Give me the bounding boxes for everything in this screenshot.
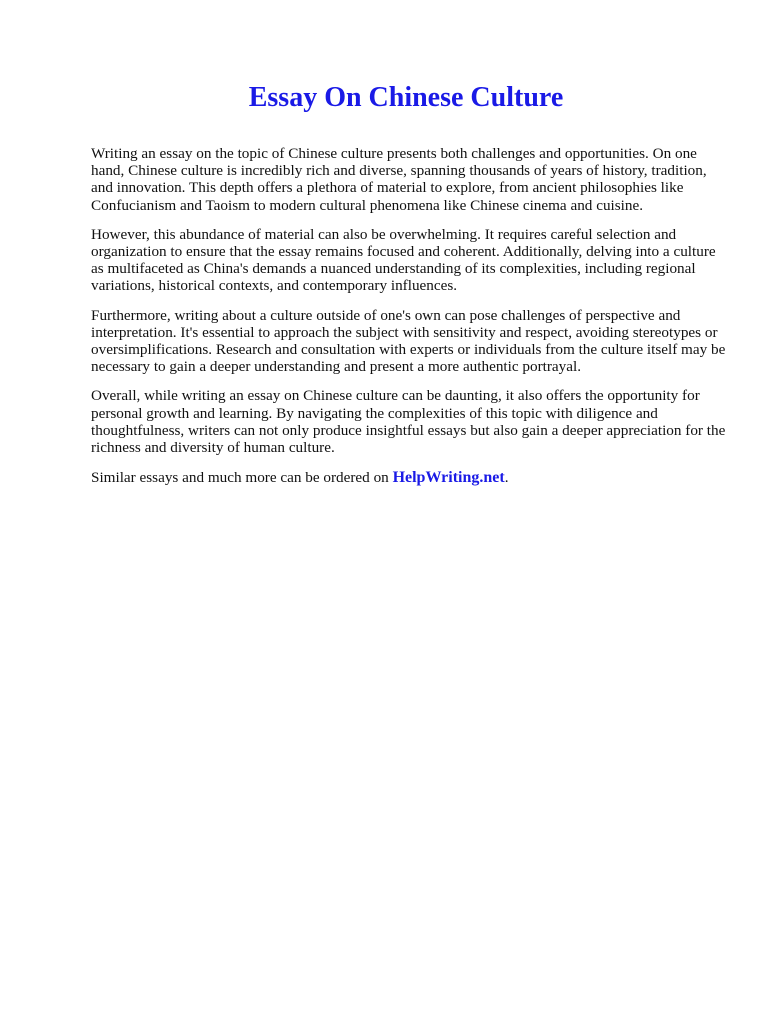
order-line-suffix: . [504,469,509,487]
order-line [91,468,731,488]
essay-body [91,145,731,488]
paragraph-3: Furthermore, writing about a culture outside of one's own can pose challenges of perspective and interpretation. It's essential to approach the subject with sensitivity and respect, avoiding stereotypes or oversimplifications. Research and consultation with experts or individuals from the culture itself may be necessary to gain a deeper understanding and present a more authentic portrayal. [91,306,726,376]
helpwriting-link[interactable]: HelpWriting.net [392,469,505,487]
paragraph-2: However, this abundance of material can also be overwhelming. It requires careful selection and organization to ensure that the essay remains focused and coherent. Additionally, delving into a culture as multifaceted as China's demands a nuanced understanding of its complexities, including regional variations, historical contexts, and contemporary influences. [91,225,716,295]
paragraph-4: Overall, while writing an essay on Chinese culture can be daunting, it also offers the opportunity for personal growth and learning. By navigating the complexities of this topic with diligence and thoughtfulness, writers can not only produce insightful essays but also gain a deeper appreciation for the richness and diversity of human culture. [91,387,726,457]
order-line-prefix: Similar essays and much more can be ordered on [91,469,393,487]
paragraph-1: Writing an essay on the topic of Chinese culture presents both challenges and opportunities. On one hand, Chinese culture is incredibly rich and diverse, spanning thousands of years of history, tradition, and innovation. This depth offers a plethora of material to explore, from ancient philosophies like Confucianism and Taoism to modern cultural phenomena like Chinese cinema and cuisine. [91,145,707,214]
page-title: Essay On Chinese Culture [248,82,564,113]
